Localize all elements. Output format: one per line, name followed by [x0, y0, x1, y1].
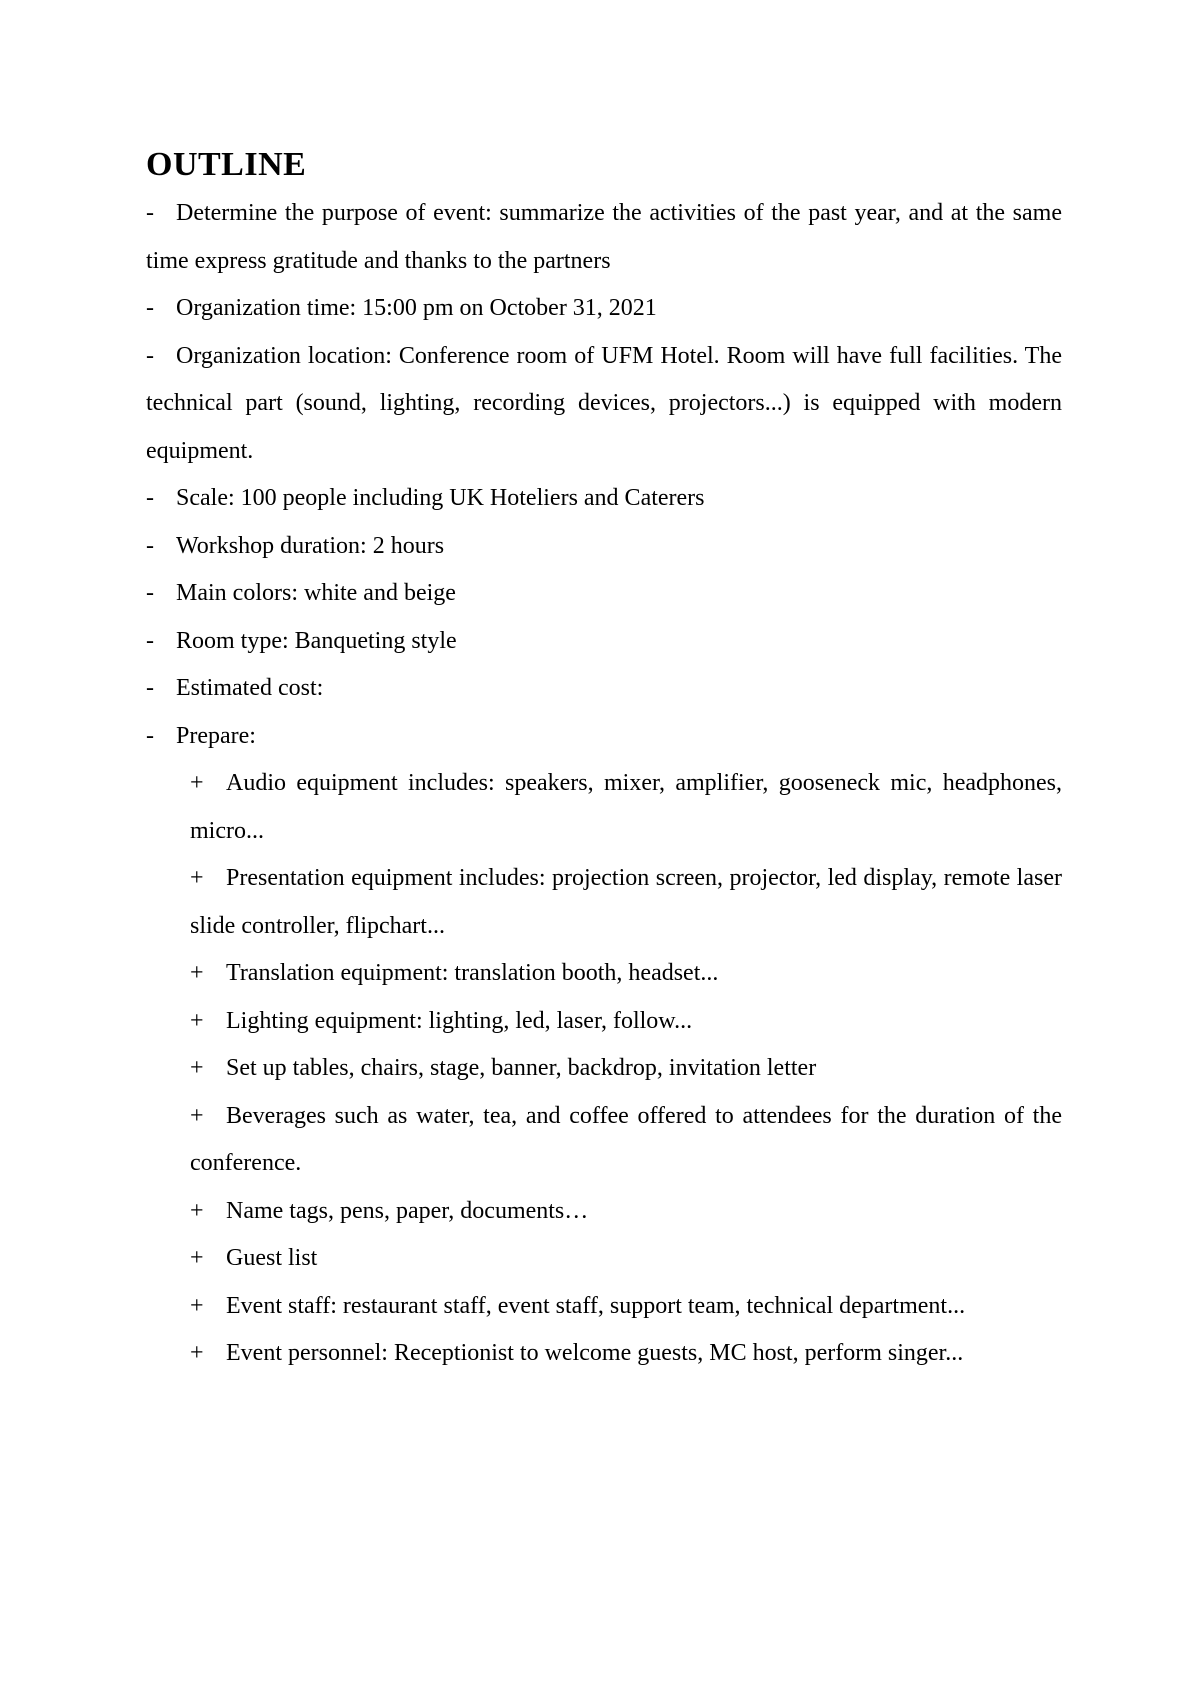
list-item: [146, 618, 1062, 666]
sublist-item-text: Translation equipment: translation booth, headset...: [226, 960, 719, 986]
sublist-item: [190, 855, 1062, 950]
list-item-text: Estimated cost:: [176, 675, 324, 701]
sublist-item-text: Lighting equipment: lighting, led, laser, follow...: [226, 1007, 693, 1034]
dash-marker: -: [146, 532, 154, 559]
sublist-item: [190, 1330, 1062, 1378]
sublist-item: [190, 1188, 1062, 1236]
dash-marker: -: [146, 200, 154, 226]
list-item-text: Prepare:: [176, 722, 256, 749]
sublist-item: [190, 1283, 1062, 1331]
sublist-item: [190, 950, 1062, 998]
list-item: [146, 713, 1062, 761]
list-item-text: Determine the purpose of event: summarize the activities of the past year, and at the same time express gratitude and thanks to the partners: [146, 200, 1062, 274]
plus-marker: +: [190, 865, 204, 891]
sublist-item: [190, 1093, 1062, 1188]
list-item-text: Organization location: Conference room of UFM Hotel. Room will have full facilities. The technical part (sound, lighting, recording devices, projectors...) is equipped with modern equipment.: [146, 342, 1062, 464]
dash-marker: -: [146, 627, 154, 654]
sublist-item-text: Event personnel: Receptionist to welcome guests, MC host, perform singer...: [226, 1340, 964, 1366]
dash-marker: -: [146, 675, 154, 701]
plus-marker: +: [190, 1292, 204, 1319]
list-item-text: Workshop duration: 2 hours: [176, 532, 445, 559]
sublist-item: [190, 1045, 1062, 1093]
page-title: OUTLINE: [146, 146, 307, 183]
plus-marker: +: [190, 1055, 204, 1081]
plus-marker: +: [190, 1197, 204, 1224]
sublist-item-text: Set up tables, chairs, stage, banner, backdrop, invitation letter: [226, 1055, 817, 1081]
list-item: [146, 285, 1062, 333]
list-item-text: Organization time: 15:00 pm on October 31, 2021: [176, 295, 657, 321]
sublist-item-text: Beverages such as water, tea, and coffee offered to attendees for the duration of the conference.: [190, 1102, 1062, 1176]
plus-marker: +: [190, 1102, 204, 1129]
list-item-text: Room type: Banqueting style: [176, 627, 457, 654]
list-item: [146, 523, 1062, 571]
list-item: [146, 665, 1062, 713]
list-item: [146, 570, 1062, 618]
outline-list: [146, 190, 1062, 760]
document-content: [146, 140, 1062, 1378]
plus-marker: +: [190, 1007, 204, 1034]
sublist-item-text: Event staff: restaurant staff, event staff, support team, technical department...: [226, 1292, 966, 1319]
list-item: [146, 475, 1062, 523]
sublist-item-text: Audio equipment includes: speakers, mixer, amplifier, gooseneck mic, headphones, micro...: [190, 770, 1062, 844]
sublist-item: [190, 760, 1062, 855]
list-item-text: Scale: 100 people including UK Hoteliers and Caterers: [176, 485, 705, 511]
dash-marker: -: [146, 485, 154, 511]
dash-marker: -: [146, 342, 154, 369]
list-item-text: Main colors: white and beige: [176, 580, 456, 606]
sublist-item: [190, 998, 1062, 1046]
plus-marker: +: [190, 770, 204, 796]
plus-marker: +: [190, 1245, 204, 1271]
dash-marker: -: [146, 580, 154, 606]
sublist-item-text: Presentation equipment includes: projection screen, projector, led display, remote laser slide controller, flipchart...: [190, 865, 1062, 939]
list-item: [146, 333, 1062, 476]
plus-marker: +: [190, 1340, 204, 1366]
plus-marker: +: [190, 960, 204, 986]
sublist-item: [190, 1235, 1062, 1283]
list-item: [146, 190, 1062, 285]
sublist-item-text: Name tags, pens, paper, documents…: [226, 1197, 589, 1224]
prepare-sublist: [146, 760, 1062, 1378]
sublist-item-text: Guest list: [226, 1245, 318, 1271]
dash-marker: -: [146, 295, 154, 321]
dash-marker: -: [146, 722, 154, 749]
